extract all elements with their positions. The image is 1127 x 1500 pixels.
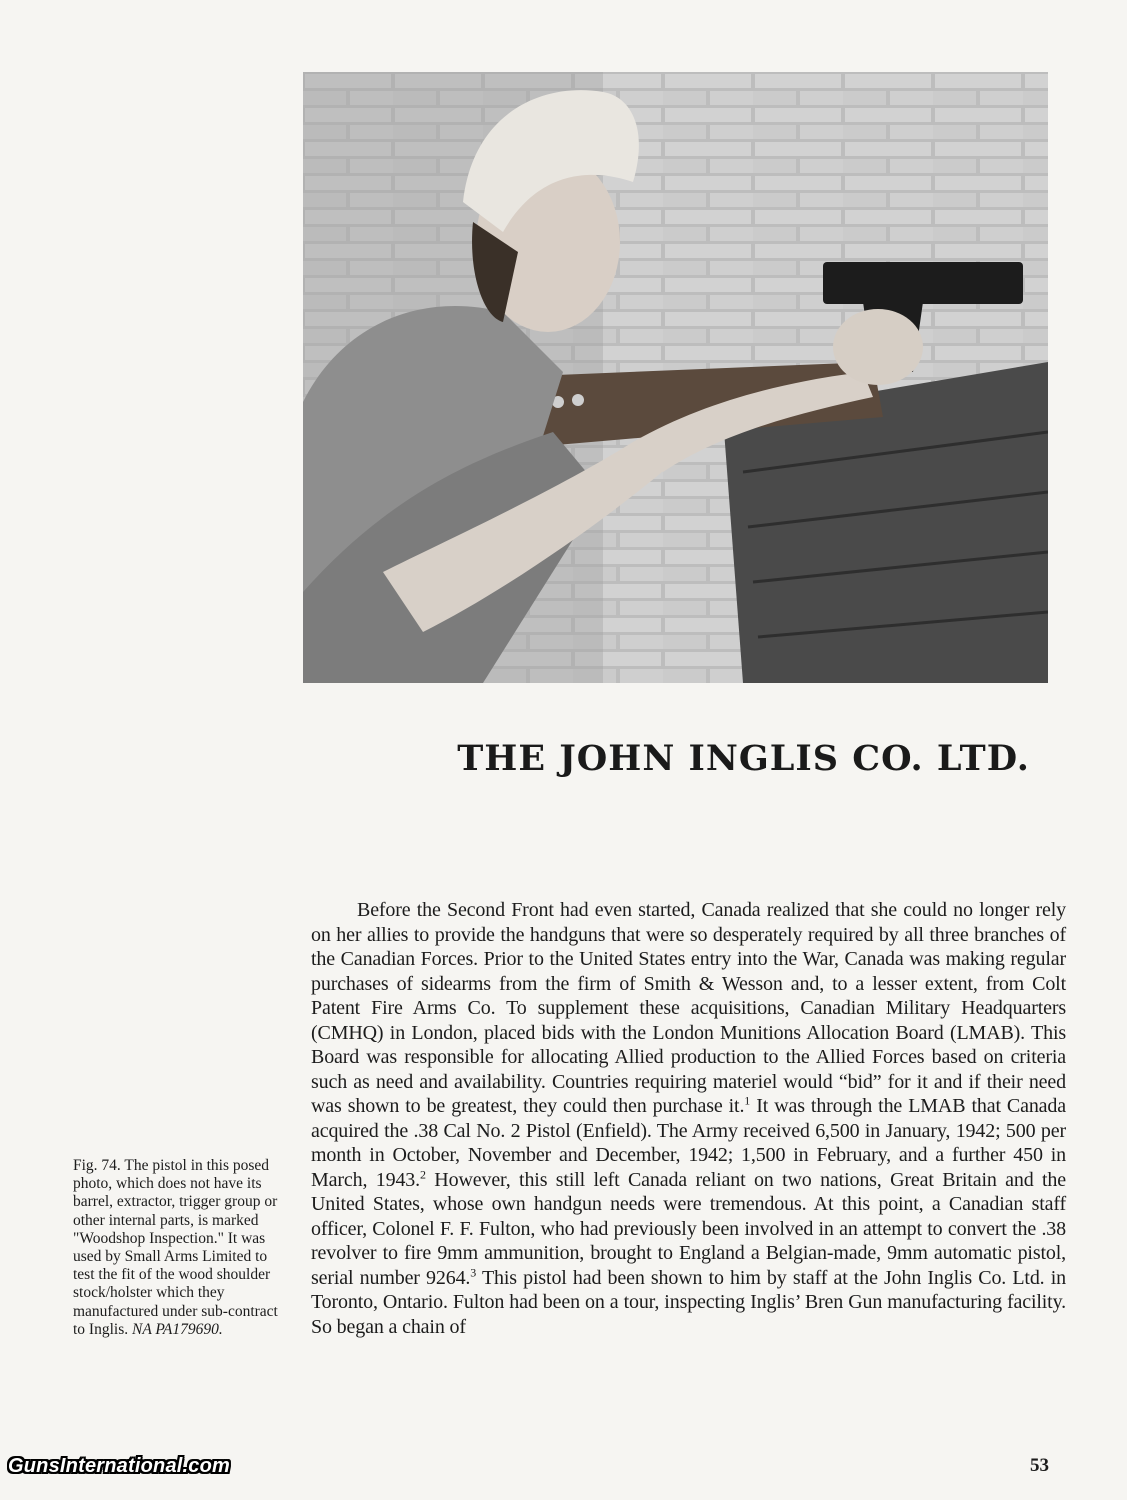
page-number: 53: [1030, 1455, 1049, 1476]
watermark-logo: GunsInternational.com: [8, 1455, 231, 1477]
photo-illustration: [303, 72, 1048, 683]
caption-source: NA PA179690.: [132, 1320, 223, 1338]
body-text-part-1: Before the Second Front had even started, Canada realized that she could no longer rely on her allies to provide the handguns that were so desperately required by all three branches of the Canadian Forces. Prior to the United States entry into the War, Canada was making regular purchases of sidearms from the firm of Smith & Wesson and, to a lesser extent, from Colt Patent Fire Arms Co. To supplement these acquisitions, Canadian Military Headquarters (CMHQ) in London, placed bids with the London Munitions Allocation Board (LMAB). This Board was responsible for allocating Allied production to the Allied Forces based on criteria such as need and availability. Countries requiring materiel would “bid” for it and if their need was shown to be greatest, they could then purchase it.: [311, 899, 1066, 1117]
chapter-title: THE JOHN INGLIS CO. LTD.: [457, 738, 1030, 779]
body-text-part-2: It was through the LMAB that Canada acquired the .38 Cal No. 2 Pistol (Enfield). The Army received 6,500 in January, 1942; 500 per month in October, November and December, 1942; 1,500 in February, and a further 450 in March, 1943.: [311, 1095, 1066, 1191]
photo-woman-aiming-pistol: [303, 72, 1048, 683]
body-paragraph: [311, 898, 1066, 1339]
footnote-ref-1: 1: [744, 1093, 751, 1108]
body-text-part-3: However, this still left Canada reliant on two nations, Great Britain and the United States, whose own handgun needs were tremendous. At this point, a Canadian staff officer, Colonel F. F. Fulton, who had previously been involved in an attempt to convert the .38 revolver to fire 9mm ammunition, brought to England a Belgian-made, 9mm automatic pistol, serial number 9264.: [311, 1168, 1066, 1289]
figure-caption: [73, 1157, 285, 1339]
caption-text: Fig. 74. The pistol in this posed photo, which does not have its barrel, extractor, trigger group or other internal parts, is marked "Woodshop Inspection." It was used by Small Arms Limited to test the fit of the wood shoulder stock/holster which they manufactured under sub-contract to Inglis.: [73, 1157, 278, 1338]
footnote-ref-3: 3: [470, 1264, 477, 1279]
footnote-ref-2: 2: [420, 1166, 426, 1181]
body-text-part-4: This pistol had been shown to him by staff at the John Inglis Co. Ltd. in Toronto, Ontario. Fulton had been on a tour, inspecting Inglis’ Bren Gun manufacturing facility. So began a chain of: [311, 1266, 1066, 1338]
